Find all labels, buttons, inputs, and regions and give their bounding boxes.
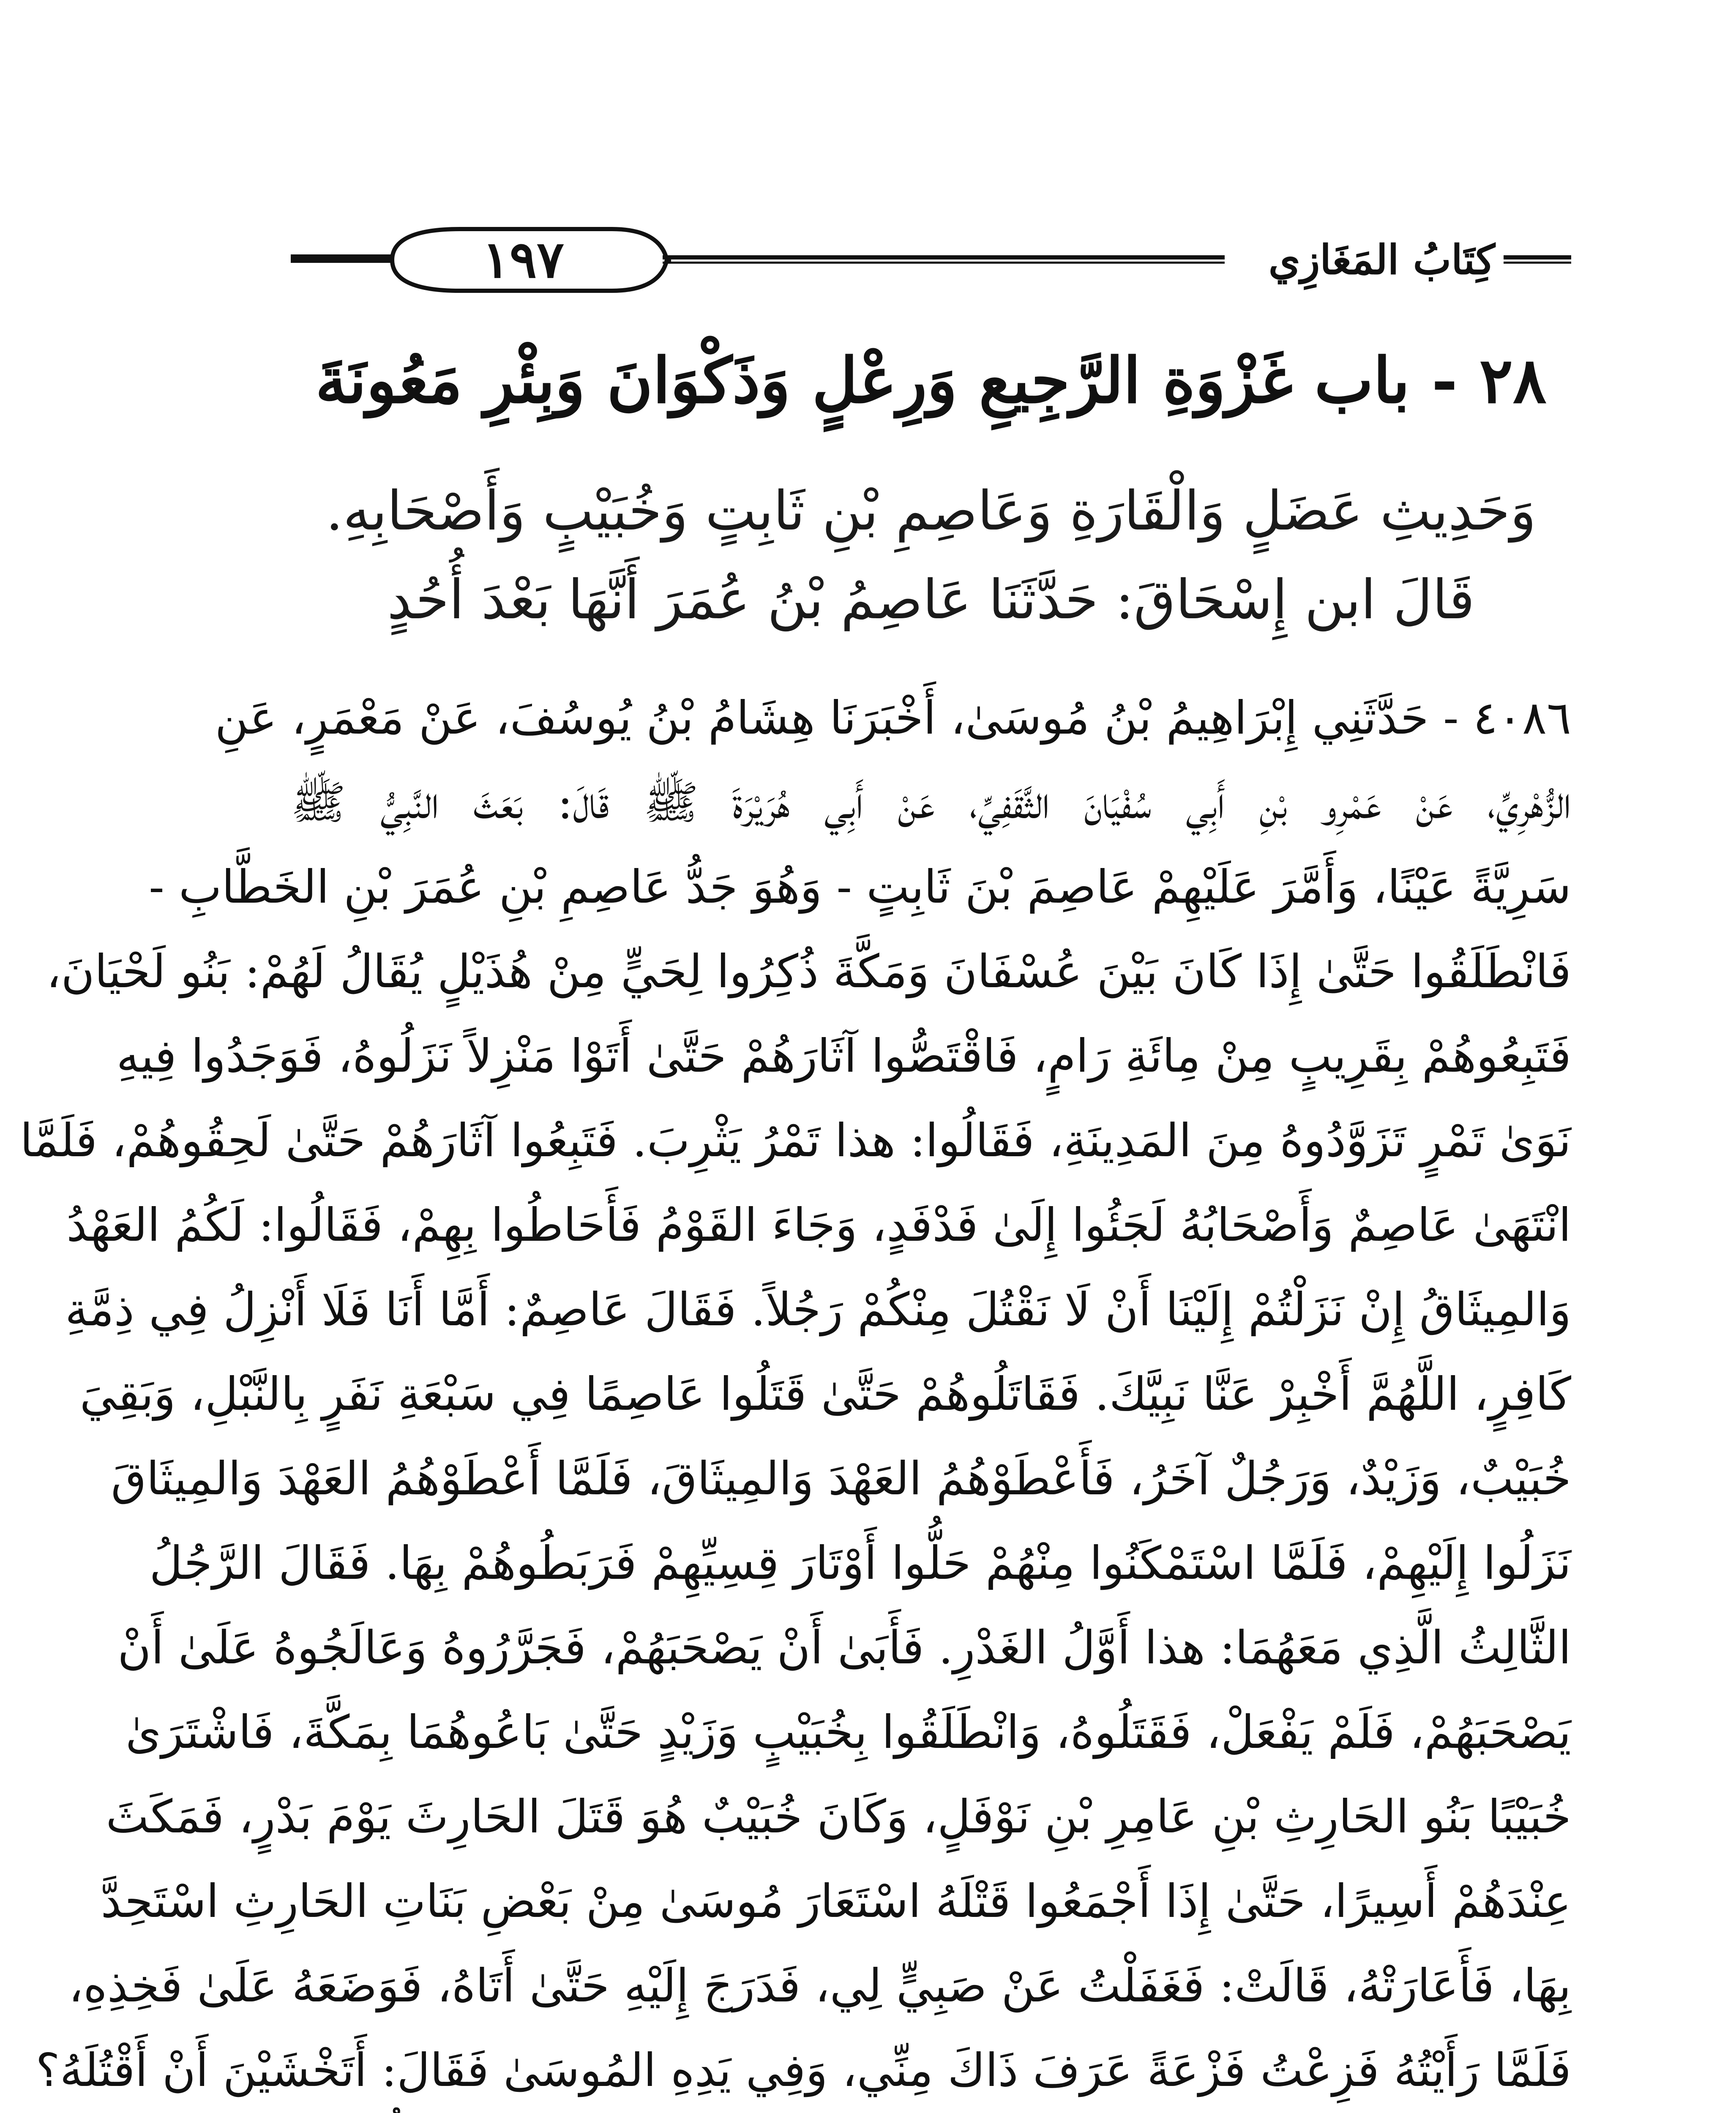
header-rule-middle bbox=[663, 255, 1225, 264]
hadith-line: انْتَهَىٰ عَاصِمٌ وَأَصْحَابُهُ لَجَئُوا إِلَىٰ فَدْفَدٍ، وَجَاءَ القَوْمُ فَأَحَاطُوا بِهِمْ، فَقَالُوا: لَكُمُ العَهْدُ bbox=[66, 1199, 1571, 1252]
hadith-line: نَزَلُوا إِلَيْهِمْ، فَلَمَّا اسْتَمْكَنُوا مِنْهُمْ حَلُّوا أَوْتَارَ قِسِيِّهِمْ فَرَبَطُوهُمْ بِهَا. فَقَالَ الرَّجُلُ bbox=[149, 1537, 1571, 1590]
hadith-line: بِهَا، فَأَعَارَتْهُ، قَالَتْ: فَغَفَلْتُ عَنْ صَبِيٍّ لِي، فَدَرَجَ إِلَيْهِ حَتَّىٰ أَتَاهُ، فَوَضَعَهُ عَلَىٰ فَخِذِهِ، bbox=[68, 1960, 1571, 2012]
running-header bbox=[291, 216, 1571, 300]
intro-line-1: وَحَدِيثِ عَضَلٍ وَالْقَارَةِ وَعَاصِمِ بْنِ ثَابِتٍ وَخُبَيْبٍ وَأَصْحَابِهِ. bbox=[325, 480, 1537, 543]
hadith-line: كَافِرٍ، اللَّهُمَّ أَخْبِرْ عَنَّا نَبِيَّكَ. فَقَاتَلُوهُمْ حَتَّىٰ قَتَلُوا عَاصِمًا فِي سَبْعَةِ نَفَرٍ بِالنَّبْلِ، وَبَقِيَ bbox=[79, 1368, 1571, 1421]
hadith-line: نَوَىٰ تَمْرٍ تَزَوَّدُوهُ مِنَ المَدِينَةِ، فَقَالُوا: هذا تَمْرُ يَثْرِبَ. فَتَبِعُوا آثَارَهُمْ حَتَّىٰ لَحِقُوهُمْ، فَلَمَّا bbox=[20, 1114, 1571, 1167]
book-title: كِتَابُ المَغَازِي bbox=[1268, 236, 1495, 284]
header-rule-right bbox=[1504, 255, 1571, 264]
hadith-line: فَتَبِعُوهُمْ بِقَرِيبٍ مِنْ مِائَةِ رَامٍ، فَاقْتَصُّوا آثَارَهُمْ حَتَّىٰ أَتَوْا مَنْزِلاً نَزَلُوهُ، فَوَجَدُوا فِيهِ bbox=[116, 1030, 1571, 1083]
hadith-text-block bbox=[20, 676, 1571, 2113]
hadith-line: الثَّالِثُ الَّذِي مَعَهُمَا: هذا أَوَّلُ الغَدْرِ. فَأَبَىٰ أَنْ يَصْحَبَهُمْ، فَجَرَّرُوهُ وَعَالَجُوهُ عَلَىٰ أَنْ bbox=[117, 1622, 1571, 1674]
page-number-ornament bbox=[375, 224, 671, 296]
hadith-line: ٤٠٨٦ - حَدَّثَنِي إِبْرَاهِيمُ بْنُ مُوسَىٰ، أَخْبَرَنَا هِشَامُ بْنُ يُوسُفَ، عَنْ مَعْمَرٍ، عَنِ bbox=[215, 692, 1571, 745]
hadith-line: يَصْحَبَهُمْ، فَلَمْ يَفْعَلْ، فَقَتَلُوهُ، وَانْطَلَقُوا بِخُبَيْبٍ وَزَيْدٍ حَتَّىٰ بَاعُوهُمَا بِمَكَّةَ، فَاشْتَرَىٰ bbox=[126, 1706, 1571, 1759]
hadith-line: فَلَمَّا رَأَيْتُهُ فَزِعْتُ فَزْعَةً عَرَفَ ذَاكَ مِنِّي، وَفِي يَدِهِ المُوسَىٰ فَقَالَ: أَتَخْشَيْنَ أَنْ أَقْتُلَهُ؟ bbox=[35, 2044, 1571, 2097]
page-number: ١٩٧ bbox=[482, 230, 564, 289]
hadith-line: خُبَيْبٌ، وَزَيْدٌ، وَرَجُلٌ آخَرُ، فَأَعْطَوْهُمُ العَهْدَ وَالمِيثَاقَ، فَلَمَّا أَعْطَوْهُمُ العَهْدَ وَالمِيثَاقَ bbox=[111, 1452, 1571, 1505]
hadith-line: وَالمِيثَاقُ إِنْ نَزَلْتُمْ إِلَيْنَا أَنْ لَا نَقْتُلَ مِنْكُمْ رَجُلاً. فَقَالَ عَاصِمٌ: أَمَّا أَنَا فَلَا أَنْزِلُ فِي ذِمَّةِ bbox=[65, 1283, 1571, 1336]
intro-line-2: قَالَ ابن إِسْحَاقَ: حَدَّثَنَا عَاصِمُ بْنُ عُمَرَ أَنَّهَا بَعْدَ أُحُدٍ bbox=[387, 568, 1475, 631]
hadith-line: سَرِيَّةً عَيْنًا، وَأَمَّرَ عَلَيْهِمْ عَاصِمَ بْنَ ثَابِتٍ - وَهُوَ جَدُّ عَاصِمِ بْنِ عُمَرَ بْنِ الخَطَّابِ - bbox=[149, 861, 1571, 914]
chapter-heading: ٢٨ - باب غَزْوَةِ الرَّجِيعِ وَرِعْلٍ وَذَكْوَانَ وَبِئْرِ مَعُونَةَ bbox=[315, 344, 1547, 417]
hadith-line: عِنْدَهُمْ أَسِيرًا، حَتَّىٰ إِذَا أَجْمَعُوا قَتْلَهُ اسْتَعَارَ مُوسَىٰ مِنْ بَعْضِ بَنَاتِ الحَارِثِ اسْتَحِدَّ bbox=[101, 1875, 1571, 1928]
hadith-line: فَانْطَلَقُوا حَتَّىٰ إِذَا كَانَ بَيْنَ عُسْفَانَ وَمَكَّةَ ذُكِرُوا لِحَيٍّ مِنْ هُذَيْلٍ يُقَالُ لَهُمْ: بَنُو لَحْيَانَ، bbox=[46, 945, 1571, 998]
hadith-line: الزُّهْرِيِّ، عَنْ عَمْرِو بْنِ أَبِي سُفْيَانَ الثَّقَفِيِّ، عَنْ أَبِي هُرَيْرَةَ ﷺ قَالَ: بَعَثَ النَّبِيُّ ﷺ bbox=[291, 776, 1571, 829]
hadith-line: خُبَيْبًا بَنُو الحَارِثِ بْنِ عَامِرِ بْنِ نَوْفَلٍ، وَكَانَ خُبَيْبٌ هُوَ قَتَلَ الحَارِثَ يَوْمَ بَدْرٍ، فَمَكَثَ bbox=[106, 1791, 1571, 1843]
